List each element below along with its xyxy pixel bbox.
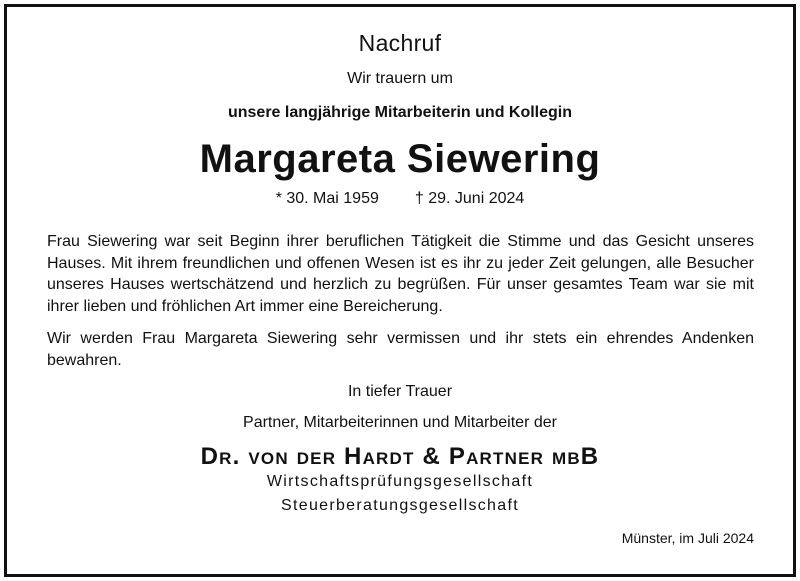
tribute-paragraph-1: Frau Siewering war seit Beginn ihrer beruflichen Tätigkeit die Stimme und das Gesicht unseres Hauses. Mit ihrem freundlichen und offenen Wesen ist es ihr zu jeder Zeit gelungen, alle Besucher unseres Hauses wertschätzend und herzlich zu begrüßen. Für unser gesamtes Team war sie mit ihrer lieben und fröhlichen Art immer eine Bereicherung. <box>47 233 754 315</box>
mourn-line: Wir trauern um <box>347 70 453 87</box>
deceased-name: Margareta Siewering <box>199 137 601 181</box>
relation-line: unsere langjährige Mitarbeiterin und Kollegin <box>227 104 573 121</box>
firm-type-tax: Steuerberatungsgesellschaft <box>281 497 519 514</box>
place-date: Münster, im Juli 2024 <box>621 530 754 546</box>
firm-type-audit: Wirtschaftsprüfungsgesellschaft <box>266 473 534 490</box>
staff-line: Partner, Mitarbeiterinnen und Mitarbeiter der <box>243 414 557 431</box>
birth-date: * 30. Mai 1959 <box>275 190 379 207</box>
grief-line: In tiefer Trauer <box>347 383 453 400</box>
death-date: † 29. Juni 2024 <box>414 190 525 207</box>
firm-name: Dr. von der Hardt & Partner mbB <box>200 443 600 470</box>
life-dates <box>0 190 800 208</box>
notice-heading: Nachruf <box>358 30 442 56</box>
tribute-paragraph-2: Wir werden Frau Margareta Siewering sehr vermissen und ihr stets ein ehrendes Andenken bewahren. <box>47 330 754 369</box>
